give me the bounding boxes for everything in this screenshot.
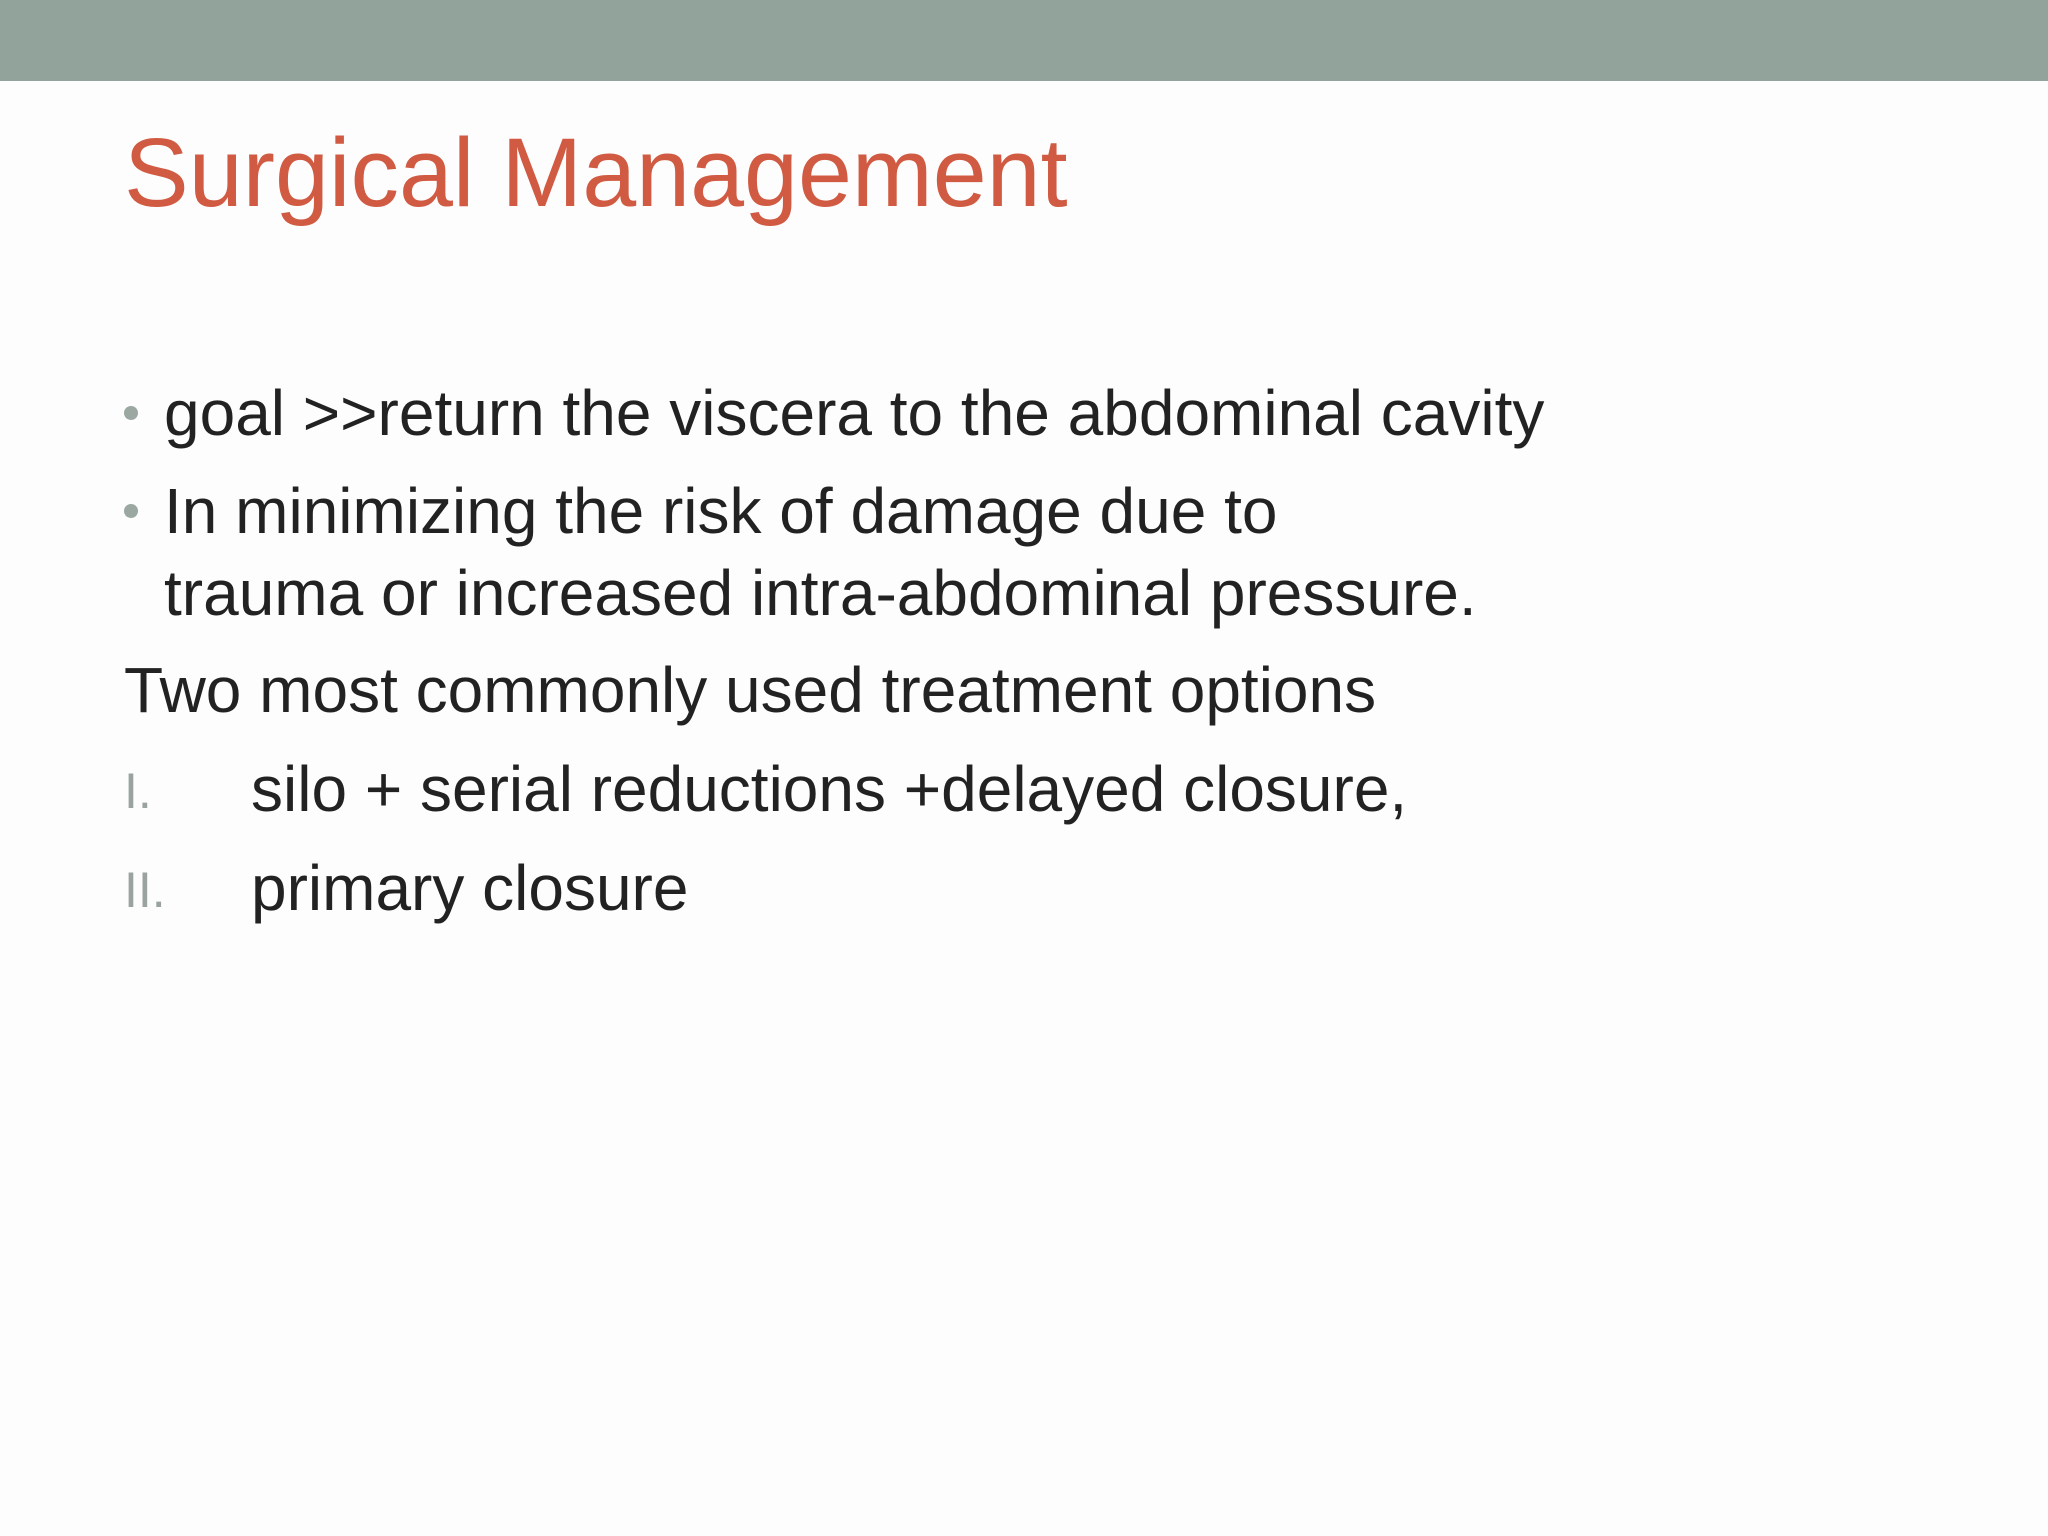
bullet-text: In minimizing the risk of damage due to (164, 475, 1278, 547)
bullet-dot-icon (124, 504, 138, 518)
option-text: silo + serial reductions +delayed closure, (251, 753, 1408, 825)
bullet-text: goal >>return the viscera to the abdominal cavity (164, 377, 1545, 449)
roman-numeral-marker: II. (124, 862, 166, 918)
bullet-text-continuation: trauma or increased intra-abdominal pressure. (164, 557, 1477, 629)
bullet-dot-icon (124, 406, 138, 420)
roman-numeral-marker: I. (124, 763, 152, 819)
intro-text: Two most commonly used treatment options (124, 654, 1377, 726)
slide-title: Surgical Management (124, 118, 1068, 227)
header-bar (0, 0, 2048, 81)
option-text: primary closure (251, 852, 689, 924)
